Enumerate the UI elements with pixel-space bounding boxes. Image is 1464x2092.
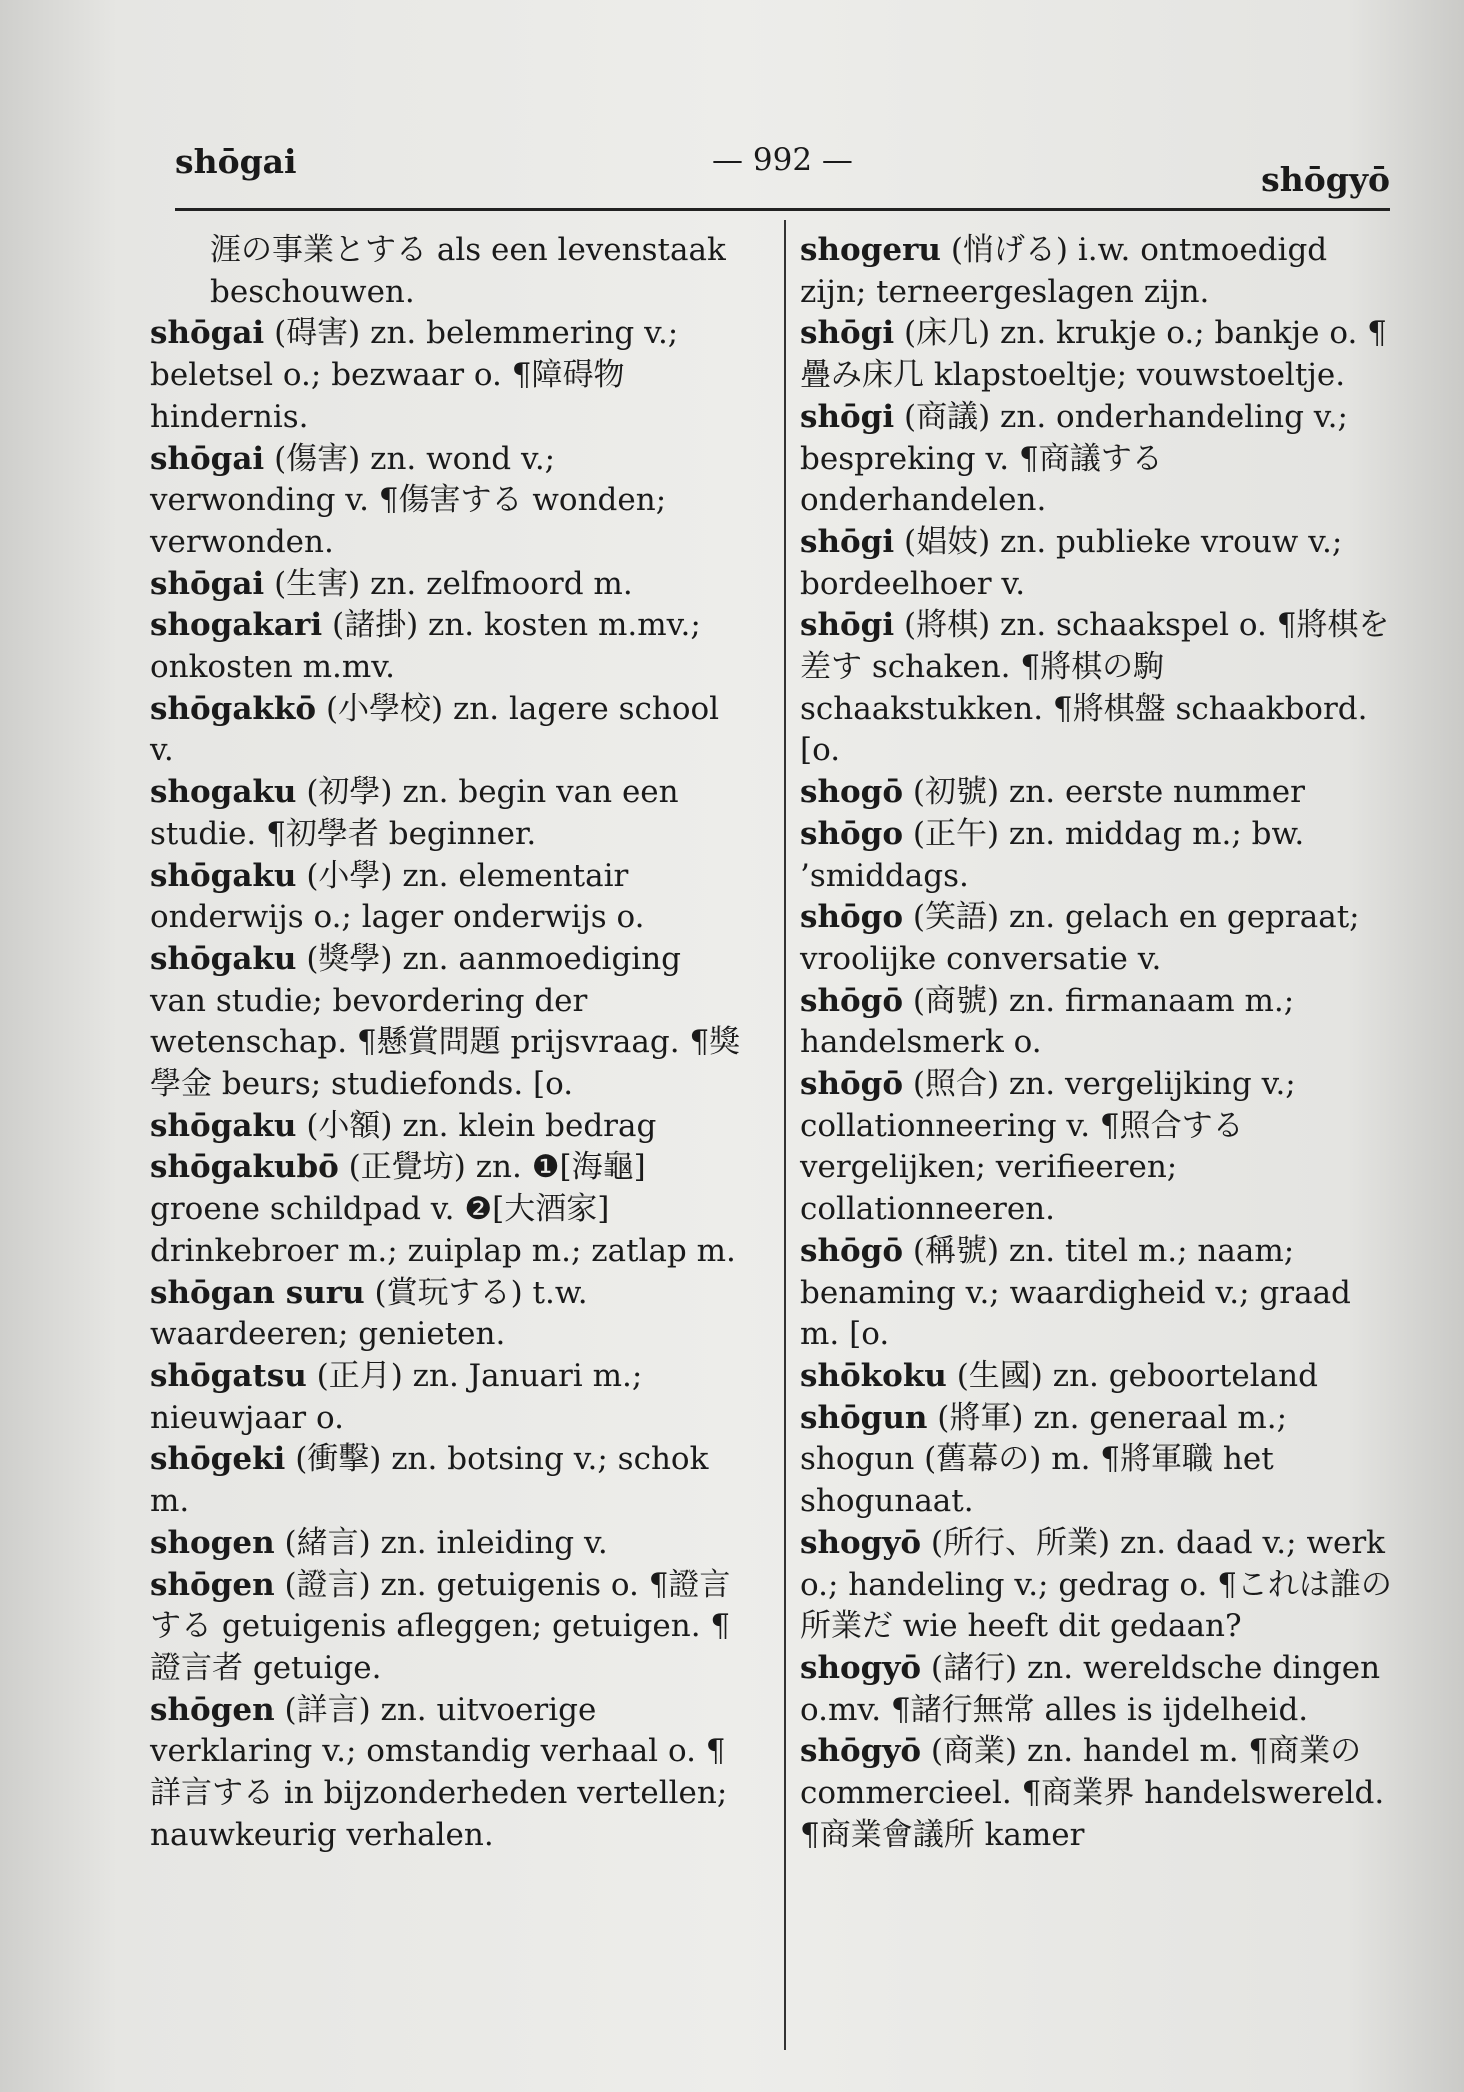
entry-definition: (生國) zn. geboorteland: [956, 1357, 1318, 1394]
entry-definition: (證言) zn. getuigenis o. ¶證言する getuigenis afleggen; getuigen. ¶證言者 getuige.: [150, 1566, 731, 1686]
dictionary-entry: [800, 897, 1395, 980]
entry-headword: shōgan suru: [150, 1274, 365, 1311]
entry-definition: (小學校) zn. lagere school v.: [150, 690, 720, 769]
dictionary-entry: [800, 522, 1395, 605]
entry-headword: shōgai: [150, 440, 265, 477]
entry-headword: shōgi: [800, 398, 895, 435]
entry-definition: (獎學) zn. aanmoediging van studie; bevordering der wetenschap. ¶懸賞問題 prijsvraag. ¶獎學金 beurs; studiefonds. [o.: [150, 940, 741, 1103]
entry-headword: shōgi: [800, 315, 895, 352]
entry-definition: (笑語) zn. gelach en gepraat; vroolijke conversatie v.: [800, 899, 1360, 977]
entry-headword: shōgeki: [150, 1441, 286, 1478]
entry-definition: (正月) zn. Januari m.; nieuwjaar o.: [150, 1357, 643, 1436]
dictionary-entry: [800, 1523, 1395, 1648]
dictionary-entry: [150, 772, 745, 855]
dictionary-entry: [150, 856, 745, 939]
entry-headword: shogakari: [150, 607, 323, 644]
column-divider: [784, 220, 786, 2050]
dictionary-entry: [800, 397, 1395, 522]
entry-definition: (正覺坊) zn. ❶[海龜] groene schildpad v. ❷[大酒家] drinkebroer m.; zuiplap m.; zatlap m.: [150, 1149, 736, 1269]
dictionary-entry: [150, 689, 745, 772]
entry-headword: shōgō: [800, 1232, 904, 1269]
entry-definition: (賞玩する) t.w. waardeeren; genieten.: [150, 1274, 588, 1353]
entry-definition: (初學) zn. begin van een studie. ¶初學者 beginner.: [150, 774, 679, 852]
entry-definition: (緒言) zn. inleiding v.: [284, 1524, 608, 1561]
dictionary-entry: [150, 1356, 745, 1439]
dictionary-entry: [150, 313, 745, 438]
entry-headword: shōgaku: [150, 857, 297, 894]
dictionary-entry: [150, 1106, 745, 1148]
entry-definition: (照合) zn. vergelijking v.; collationneering v. ¶照合する vergelijken; verifieeren; collationneeren.: [800, 1066, 1296, 1228]
entry-headword: shōgō: [800, 1066, 904, 1103]
left-guide-word: shōgai: [175, 142, 297, 181]
entry-definition: (稱號) zn. titel m.; naam; benaming v.; waardigheid v.; graad m. [o.: [800, 1232, 1351, 1353]
entry-headword: shogyō: [800, 1524, 922, 1561]
dictionary-entry: [150, 1565, 745, 1690]
entry-definition: (商業) zn. handel m. ¶商業の commercieel. ¶商業界 handelswereld. ¶商業會議所 kamer: [800, 1733, 1385, 1853]
entry-definition: (床几) zn. krukje o.; bankje o. ¶疊み床几 klapstoeltje; vouwstoeltje.: [800, 315, 1387, 394]
entry-headword: shōgo: [800, 815, 904, 852]
dictionary-entry: [150, 1439, 745, 1522]
dictionary-entry: [800, 605, 1395, 772]
entry-definition: (衝擊) zn. botsing v.; schok m.: [150, 1441, 709, 1520]
dictionary-entry: [800, 1398, 1395, 1523]
right-guide-word: shōgyō: [1261, 160, 1390, 199]
dictionary-entry: [800, 1731, 1395, 1856]
right-column: [800, 230, 1395, 1856]
entry-definition: (碍害) zn. belemmering v.; beletsel o.; bezwaar o. ¶障碍物 hindernis.: [150, 315, 679, 435]
entry-headword: shōkoku: [800, 1357, 947, 1394]
entry-definition: (小學) zn. elementair onderwijs o.; lager onderwijs o.: [150, 857, 645, 936]
dictionary-entry: [800, 1356, 1395, 1398]
dictionary-entry: [800, 313, 1395, 396]
entry-headword: shōgi: [800, 523, 895, 560]
page-number: — 992 —: [712, 142, 853, 178]
continuation-text: 涯の事業とする als een levenstaak beschouwen.: [210, 232, 726, 310]
header-rule: [175, 208, 1390, 211]
entry-headword: shōgakkō: [150, 690, 317, 727]
entry-definition: (將軍) zn. generaal m.; shogun (舊幕の) m. ¶將軍職 het shogunaat.: [800, 1399, 1288, 1520]
entry-headword: shogyō: [800, 1649, 922, 1686]
entry-headword: shogen: [150, 1524, 275, 1561]
entry-definition: (將棋) zn. schaakspel o. ¶將棋を差す schaken. ¶將棋の駒 schaakstukken. ¶將棋盤 schaakbord. [o.: [800, 607, 1390, 769]
dictionary-entry: [800, 1648, 1395, 1731]
dictionary-entry: [150, 1690, 745, 1857]
entry-headword: shōgen: [150, 1691, 275, 1728]
entry-definition: (初號) zn. eerste nummer: [912, 774, 1305, 811]
entry-definition: (傷害) zn. wond v.; verwonding v. ¶傷害する wonden; verwonden.: [150, 440, 667, 560]
dictionary-entry: [150, 605, 745, 688]
dictionary-entry: [150, 1273, 745, 1356]
page-header: [175, 142, 1390, 199]
dictionary-entry: [800, 1231, 1395, 1356]
entry-definition: (商議) zn. onderhandeling v.; bespreking v. ¶商議する onderhandelen.: [800, 398, 1348, 519]
dictionary-entry: [150, 1523, 745, 1565]
dictionary-entry: [150, 939, 745, 1106]
entry-definition: (娼妓) zn. publieke vrouw v.; bordeelhoer v.: [800, 523, 1343, 602]
entry-headword: shogeru: [800, 232, 941, 268]
entry-headword: shogaku: [150, 774, 297, 811]
entry-headword: shōgakubō: [150, 1149, 339, 1186]
dictionary-entry: [800, 1064, 1395, 1231]
entry-definition: (正午) zn. middag m.; bw. ’smiddags.: [800, 815, 1305, 894]
entry-definition: (悄げる) i.w. ontmoedigd zijn; terneergeslagen zijn.: [800, 232, 1328, 310]
entry-headword: shōgaku: [150, 940, 297, 977]
dictionary-entry: [800, 981, 1395, 1064]
entry-headword: shōgai: [150, 565, 265, 602]
entry-headword: shōgo: [800, 899, 904, 936]
entry-headword: shōgi: [800, 607, 895, 644]
entry-headword: shōgen: [150, 1566, 275, 1603]
dictionary-entry: [150, 439, 745, 564]
entry-headword: shōgyō: [800, 1733, 922, 1770]
entry-headword: shōgō: [800, 982, 904, 1019]
entry-definition: (諸行) zn. wereldsche dingen o.mv. ¶諸行無常 alles is ijdelheid.: [800, 1649, 1381, 1728]
entry-definition: (所行、所業) zn. daad v.; werk o.; handeling v.; gedrag o. ¶これは誰の所業だ wie heeft dit gedaan?: [800, 1524, 1392, 1645]
entry-headword: shōgatsu: [150, 1357, 307, 1394]
entry-definition: (詳言) zn. uitvoerige verklaring v.; omstandig verhaal o. ¶詳言する in bijzonderheden vertellen; nauwkeurig verhalen.: [150, 1691, 728, 1853]
left-column: [150, 230, 745, 1856]
entry-headword: shōgun: [800, 1399, 928, 1436]
entry-definition: (商號) zn. firmanaam m.; handelsmerk o.: [800, 982, 1295, 1061]
dictionary-entry: [800, 814, 1395, 897]
entry-headword: shogō: [800, 774, 904, 811]
entry-definition: (生害) zn. zelfmoord m.: [274, 565, 633, 602]
entry-definition: (諸掛) zn. kosten m.mv.; onkosten m.mv.: [150, 607, 701, 686]
entry-definition: (小額) zn. klein bedrag: [306, 1107, 657, 1144]
dictionary-entry: [150, 564, 745, 606]
dictionary-entry: [800, 230, 1395, 313]
entry-headword: shōgaku: [150, 1107, 297, 1144]
entry-headword: shōgai: [150, 315, 265, 352]
dictionary-entry: [800, 772, 1395, 814]
dictionary-entry: [150, 1147, 745, 1272]
